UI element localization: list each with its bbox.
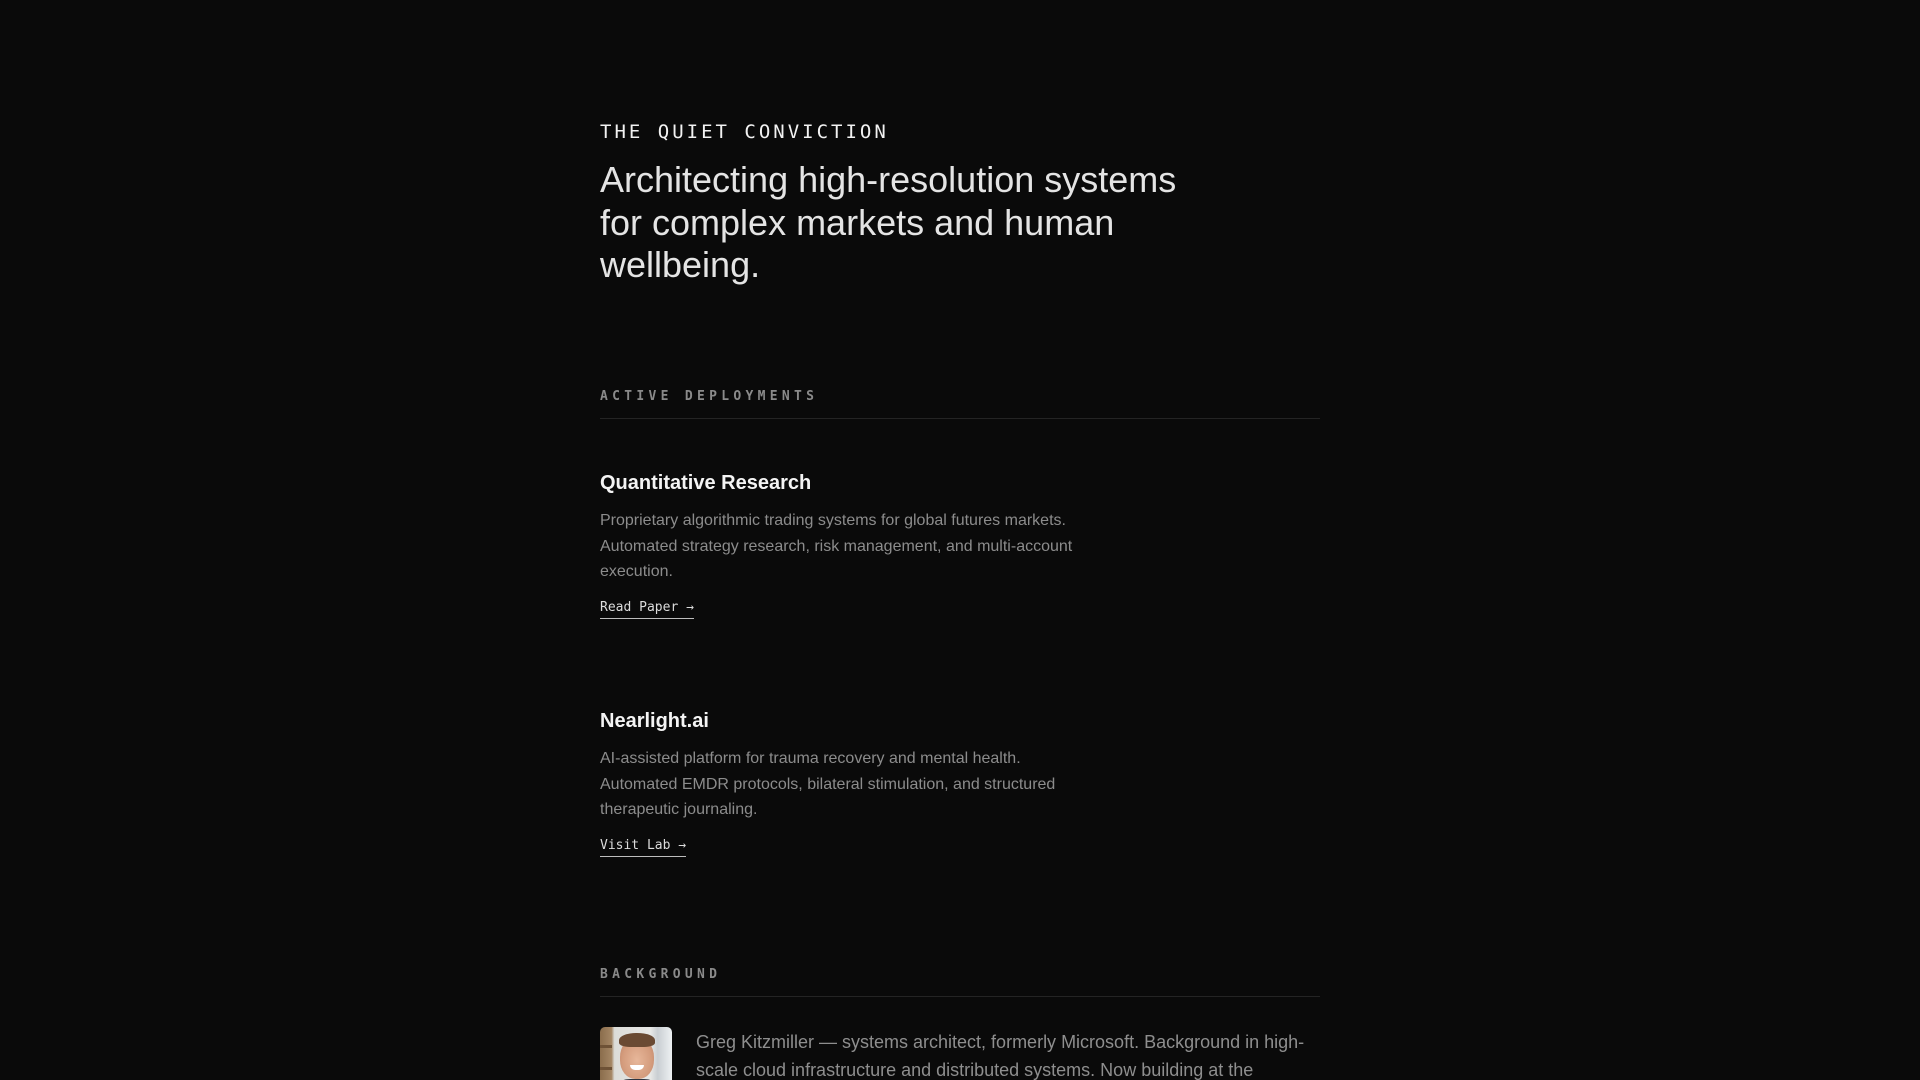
hero-headline: Architecting high-resolution systems for complex markets and human wellbeing.	[600, 159, 1177, 285]
visit-lab-link[interactable]: Visit Lab →	[600, 838, 686, 857]
bookshelf-detail	[600, 1045, 612, 1048]
project-title: Quantitative Research	[600, 472, 812, 494]
project-card-nearlight	[600, 709, 1120, 857]
project-card-quantitative-research	[600, 471, 1120, 619]
section-label-active-deployments: ACTIVE DEPLOYMENTS	[600, 389, 819, 404]
bio-block	[600, 1027, 1320, 1080]
read-paper-link[interactable]: Read Paper →	[600, 600, 694, 619]
site-title: THE QUIET CONVICTION	[600, 121, 889, 143]
project-title: Nearlight.ai	[600, 710, 709, 732]
avatar-hair	[619, 1033, 655, 1047]
bio-text: Greg Kitzmiller — systems architect, formerly Microsoft. Background in high-scale cloud infrastructure and distributed systems. Now building at the	[696, 1032, 1305, 1080]
section-divider	[600, 418, 1320, 419]
section-divider	[600, 996, 1320, 997]
avatar	[600, 1027, 672, 1080]
section-label-background: BACKGROUND	[600, 967, 722, 982]
project-description: Proprietary algorithmic trading systems for global futures markets. Automated strategy research, risk management, and multi-account execution.	[600, 512, 1073, 580]
bookshelf-detail	[600, 1067, 612, 1070]
project-description: AI-assisted platform for trauma recovery and mental health. Automated EMDR protocols, bilateral stimulation, and structured therapeutic journaling.	[600, 750, 1056, 818]
